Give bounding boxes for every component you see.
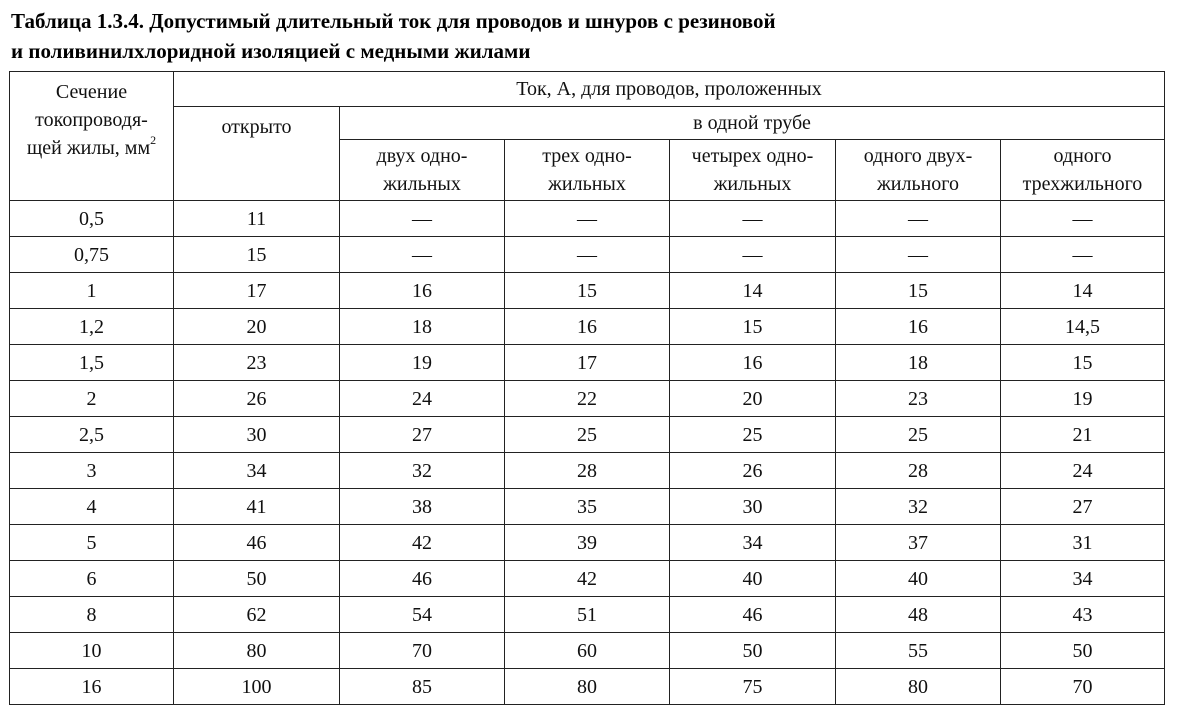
current-cell: 38: [340, 489, 505, 525]
section-cell: 1,2: [10, 309, 174, 345]
section-cell: 1,5: [10, 345, 174, 381]
current-cell: 15: [1001, 345, 1165, 381]
current-cell: 54: [340, 597, 505, 633]
current-cell: —: [340, 237, 505, 273]
current-cell: 40: [836, 561, 1001, 597]
current-cell: 46: [670, 597, 836, 633]
current-cell: 17: [505, 345, 670, 381]
current-cell: 30: [670, 489, 836, 525]
section-cell: 0,75: [10, 237, 174, 273]
header-pipe-column: [340, 140, 505, 201]
section-cell: 16: [10, 669, 174, 705]
table-row: [10, 201, 1165, 237]
table-row: [10, 597, 1165, 633]
current-cell: 19: [1001, 381, 1165, 417]
current-cell: 23: [174, 345, 340, 381]
current-cell: 31: [1001, 525, 1165, 561]
table-row: [10, 309, 1165, 345]
current-cell: 37: [836, 525, 1001, 561]
current-cell: 26: [174, 381, 340, 417]
current-cell: 75: [670, 669, 836, 705]
current-cell: 18: [340, 309, 505, 345]
current-cell: 43: [1001, 597, 1165, 633]
header-section: [10, 72, 174, 201]
header-pipe-column-line-2: жильного: [876, 173, 960, 195]
current-cell: 16: [670, 345, 836, 381]
current-cell: 70: [1001, 669, 1165, 705]
header-pipe-column: [505, 140, 670, 201]
current-cell: 50: [1001, 633, 1165, 669]
current-cell: 30: [174, 417, 340, 453]
current-cell: —: [505, 237, 670, 273]
current-cell: 40: [670, 561, 836, 597]
current-cell: —: [836, 201, 1001, 237]
current-cell: 41: [174, 489, 340, 525]
current-cell: 46: [340, 561, 505, 597]
current-cell: 20: [174, 309, 340, 345]
table-header: [10, 72, 1165, 201]
current-cell: —: [836, 237, 1001, 273]
current-cell: —: [1001, 201, 1165, 237]
current-cell: —: [670, 237, 836, 273]
section-cell: 6: [10, 561, 174, 597]
header-section-line-3-text: щей жилы, мм: [26, 137, 151, 159]
current-cell: 28: [836, 453, 1001, 489]
current-cell: 24: [340, 381, 505, 417]
current-cell: 32: [340, 453, 505, 489]
current-cell: 34: [174, 453, 340, 489]
current-cell: 22: [505, 381, 670, 417]
header-pipe-column-line-1: трех одно-: [542, 145, 632, 167]
current-cell: 15: [174, 237, 340, 273]
current-cell: 48: [836, 597, 1001, 633]
table-row: [10, 273, 1165, 309]
current-cell: 35: [505, 489, 670, 525]
current-cell: —: [340, 201, 505, 237]
current-cell: 70: [340, 633, 505, 669]
current-cell: 11: [174, 201, 340, 237]
current-cell: 46: [174, 525, 340, 561]
current-cell: 16: [505, 309, 670, 345]
table-row: [10, 669, 1165, 705]
header-pipe: в одной трубе: [340, 107, 1165, 140]
table-row: [10, 345, 1165, 381]
current-cell: 50: [670, 633, 836, 669]
table-row: [10, 525, 1165, 561]
current-cell: —: [505, 201, 670, 237]
current-cell: 18: [836, 345, 1001, 381]
caption-line-1: Таблица 1.3.4. Допустимый длительный ток для проводов и шнуров с резиновой: [11, 9, 776, 33]
header-pipe-column-line-1: одного двух-: [863, 145, 973, 167]
section-cell: 3: [10, 453, 174, 489]
current-cell: 24: [1001, 453, 1165, 489]
current-cell: 80: [505, 669, 670, 705]
table-caption: [11, 6, 1161, 66]
current-cell: 28: [505, 453, 670, 489]
header-pipe-column-line-2: трехжильного: [1022, 173, 1143, 195]
current-cell: 60: [505, 633, 670, 669]
header-open: открыто: [174, 107, 340, 201]
current-cell: 16: [340, 273, 505, 309]
current-cell: 85: [340, 669, 505, 705]
table-row: [10, 489, 1165, 525]
current-cell: 25: [505, 417, 670, 453]
table-row: [10, 417, 1165, 453]
current-cell: —: [670, 201, 836, 237]
table-row: [10, 237, 1165, 273]
section-cell: 4: [10, 489, 174, 525]
current-cell: 14: [1001, 273, 1165, 309]
current-cell: 25: [836, 417, 1001, 453]
table-row: [10, 561, 1165, 597]
header-pipe-column: [836, 140, 1001, 201]
current-cell: 42: [340, 525, 505, 561]
current-cell: 27: [340, 417, 505, 453]
section-cell: 1: [10, 273, 174, 309]
header-section-unit-sup: 2: [150, 133, 157, 148]
caption-line-2: и поливинилхлоридной изоляцией с медными жилами: [11, 39, 531, 63]
current-cell: 14: [670, 273, 836, 309]
header-pipe-column-line-2: жильных: [548, 173, 626, 195]
current-cell: 34: [1001, 561, 1165, 597]
current-cell: 34: [670, 525, 836, 561]
current-cell: —: [1001, 237, 1165, 273]
header-pipe-column-line-1: одного: [1053, 145, 1112, 167]
section-cell: 2: [10, 381, 174, 417]
table-row: [10, 453, 1165, 489]
section-cell: 8: [10, 597, 174, 633]
header-section-line-1: Сечение: [55, 81, 128, 103]
current-cell: 51: [505, 597, 670, 633]
section-cell: 0,5: [10, 201, 174, 237]
header-pipe-column: [670, 140, 836, 201]
current-cell: 80: [174, 633, 340, 669]
header-pipe-column-line-1: четырех одно-: [691, 145, 814, 167]
current-cell: 32: [836, 489, 1001, 525]
section-cell: 2,5: [10, 417, 174, 453]
current-cell: 80: [836, 669, 1001, 705]
current-cell: 27: [1001, 489, 1165, 525]
current-cell: 15: [670, 309, 836, 345]
current-cell: 42: [505, 561, 670, 597]
table-row: [10, 633, 1165, 669]
section-cell: 5: [10, 525, 174, 561]
header-section-line-3: [10, 134, 173, 162]
header-pipe-column: [1001, 140, 1165, 201]
current-cell: 16: [836, 309, 1001, 345]
header-current: Ток, А, для проводов, проложенных: [174, 72, 1165, 107]
table-row: [10, 381, 1165, 417]
current-cell: 14,5: [1001, 309, 1165, 345]
current-cell: 17: [174, 273, 340, 309]
current-cell: 100: [174, 669, 340, 705]
header-pipe-column-line-1: двух одно-: [376, 145, 468, 167]
current-cell: 20: [670, 381, 836, 417]
current-cell: 19: [340, 345, 505, 381]
header-pipe-column-line-2: жильных: [713, 173, 792, 195]
current-cell: 39: [505, 525, 670, 561]
current-cell: 26: [670, 453, 836, 489]
current-table: [9, 71, 1165, 705]
current-cell: 21: [1001, 417, 1165, 453]
current-cell: 15: [505, 273, 670, 309]
current-cell: 15: [836, 273, 1001, 309]
table-body: [10, 201, 1165, 705]
current-cell: 50: [174, 561, 340, 597]
header-pipe-column-line-2: жильных: [383, 173, 461, 195]
current-cell: 62: [174, 597, 340, 633]
current-cell: 55: [836, 633, 1001, 669]
current-cell: 25: [670, 417, 836, 453]
current-cell: 23: [836, 381, 1001, 417]
header-section-line-2: токопроводя-: [35, 109, 148, 131]
section-cell: 10: [10, 633, 174, 669]
